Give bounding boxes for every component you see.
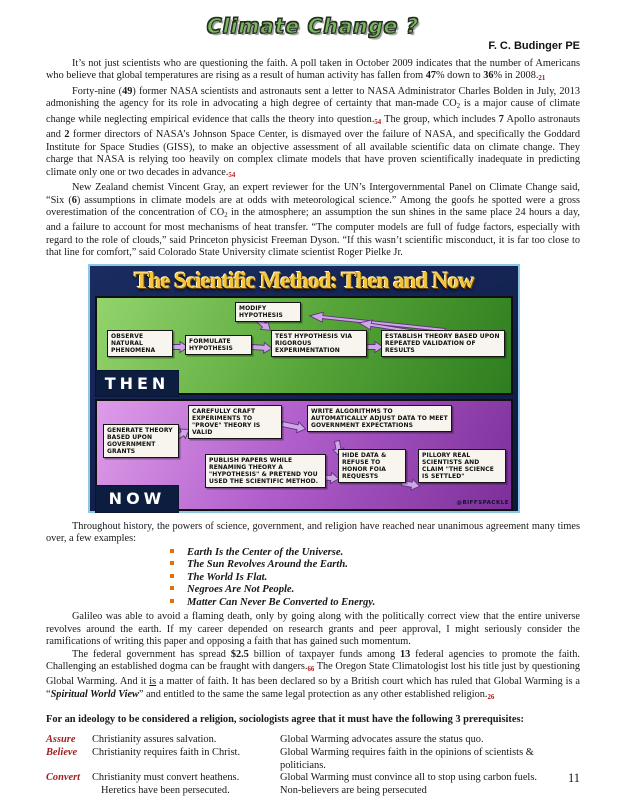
table-row: [46, 785, 580, 798]
scientific-method-comic: [88, 264, 520, 513]
comic-box-carefully-craft: CAREFULLY CRAFT EXPERIMENTS TO "PROVE" THEORY IS VALID: [188, 405, 282, 439]
list-item-text: Negroes Are Not People.: [187, 584, 295, 596]
comic-now-label: NOW: [95, 485, 179, 513]
comic-box-generate-theory: GENERATE THEORY BASED UPON GOVERNMENT GRANTS: [103, 424, 179, 458]
list-item: [170, 559, 580, 572]
bullet-square-icon: [170, 561, 174, 565]
global-warming-cell: Global Warming advocates assure the status quo.: [280, 734, 484, 746]
comic-box-write-algorithms: WRITE ALGORITHMS TO AUTOMATICALLY ADJUST DATA TO MEET GOVERNMENT EXPECTATIONS: [307, 405, 452, 432]
christianity-cell: Heretics have been persecuted.: [101, 785, 230, 797]
table-row: [46, 734, 580, 747]
author-byline: F. C. Budinger PE: [488, 40, 580, 52]
row-label: Convert: [46, 772, 81, 784]
comic-box-observe: OBSERVE NATURAL PHENOMENA: [107, 330, 173, 357]
row-label: Believe: [46, 747, 78, 759]
comic-box-modify-hypothesis: MODIFY HYPOTHESIS: [235, 302, 301, 322]
row-label: Assure: [46, 734, 76, 746]
paragraph-nasa-letter: Forty-nine (49) former NASA scientists and astronauts sent a letter to NASA Administrator Charles Bolden in July, 2013 admonishing the agency for its role in advocating a high degree of certainty that man-made $CO_2$ is a major cause of climate change while neglecting empirical evidence that calls the theory into question.54 The group, which includes 7 Apollo astronauts and 2 former directors of NASA’s Johnson Space Center, is dismayed over the failure of NASA, and specifically the Goddard Institute for Space Studies (GISS), to make an objective assessment of all available scientific data on climate change. They charge that NASA is relying too heavily on complex climate models that have proven scientifically inadequate in predicting climate only one or two decades in advance.54: [46, 85, 580, 179]
list-item: [170, 547, 580, 560]
list-item: [170, 597, 580, 610]
bullet-square-icon: [170, 574, 174, 578]
list-item-text: Earth Is the Center of the Universe.: [187, 546, 344, 558]
christianity-cell: Christianity must convert heathens.: [92, 772, 240, 784]
paragraph-poll: It’s not just scientists who are questioning the faith. A poll taken in October 2009 indicates that the number of Americans who believe that global temperatures are rising as a result of human activity has fallen from 47% down to 36% in 2008.21: [46, 58, 580, 83]
list-item: [170, 572, 580, 585]
prerequisites-heading: For an ideology to be considered a religion, sociologists agree that it must have the following 3 prerequisites:: [46, 714, 524, 726]
paragraph-throughout-history: Throughout history, the powers of science, government, and religion have reached near unanimous agreement many times over, a few examples:: [46, 520, 580, 545]
bullet-square-icon: [170, 599, 174, 603]
prerequisites-table: [46, 734, 580, 798]
page-number: 11: [567, 771, 580, 785]
christianity-cell: Christianity requires faith in Christ.: [92, 747, 241, 759]
comic-credit: @BIFFSPACKLE: [456, 499, 509, 506]
comic-box-publish-papers: PUBLISH PAPERS WHILE RENAMING THEORY A "HYPOTHESIS" & PRETEND YOU USED THE SCIENTIFIC METHOD.: [205, 454, 326, 488]
list-item-text: The World Is Flat.: [187, 571, 268, 583]
global-warming-cell: Non-believers are being persecuted: [280, 785, 427, 797]
paragraph-galileo: Galileo was able to avoid a flaming death, only by going along with the politically correct view that the entire universe revolves around the earth. If my career depended on research grants and peer approval, I might seriously consider the ramifications of writing this paper and opposing a faith that has gained such momentum.: [46, 611, 580, 648]
page-title: Climate Change ?: [207, 14, 419, 38]
comic-box-hide-data: HIDE DATA & REFUSE TO HONOR FOIA REQUESTS: [338, 449, 406, 483]
christianity-cell: Christianity assures salvation.: [92, 734, 217, 746]
table-row: [46, 747, 580, 772]
list-item: [170, 584, 580, 597]
paragraph-federal-funds: The federal government has spread $2.5 billion of taxpayer funds among 13 federal agencies to promote the faith. Challenging an established dogma can be fraught with dangers.66 The Oregon State Climatologist lost his title just by questioning Global Warming. And it is a matter of faith. It has been declared so by a British court which has ruled that Global Warming is a “Spiritual World View” and entitled to the same the same legal protection as any other established religion.26: [46, 648, 580, 701]
bullet-square-icon: [170, 586, 174, 590]
comic-box-establish: ESTABLISH THEORY BASED UPON REPEATED VALIDATION OF RESULTS: [381, 330, 505, 357]
table-row: [46, 772, 580, 785]
bullet-square-icon: [170, 549, 174, 553]
comic-box-pillory: PILLORY REAL SCIENTISTS AND CLAIM "THE SCIENCE IS SETTLED": [418, 449, 506, 483]
comic-box-formulate: FORMULATE HYPOTHESIS: [185, 335, 252, 355]
comic-then-label: THEN: [95, 370, 179, 397]
comic-box-test: TEST HYPOTHESIS VIA RIGOROUS EXPERIMENTATION: [271, 330, 367, 357]
row-label: [46, 785, 92, 798]
comic-title: The Scientific Method: Then and Now: [134, 267, 474, 293]
list-item-text: Matter Can Never Be Converted to Energy.: [187, 596, 376, 608]
paragraph-vincent-gray: New Zealand chemist Vincent Gray, an expert reviewer for the UN’s Intergovernmental Panel on Climate Change said, “Six (6) assumptions in climate models are at odds with meteorological science.” Among the goofs he spotted were a gross overestimation of the concentration of $CO_2$ in the atmosphere; an assumption the sun shines in the same place 24 hours a day, and a failure to account for most mechanisms of heat transfer. “The computer models are full of fudge factors, especially with regard to the role of clouds,” said Princeton physicist Freeman Dyson. “If this wasn’t scientific misconduct, it is far too close to that line for comfort,” said Colorado State University climate scientist Roger Pielke Jr.: [46, 182, 581, 259]
list-item-text: The Sun Revolves Around the Earth.: [187, 559, 348, 571]
global-warming-cell: Global Warming must convince all to stop using carbon fuels.: [280, 772, 537, 784]
global-warming-cell: Global Warming requires faith in the opinions of scientists & politicians.: [280, 747, 534, 771]
historic-claims-list: [170, 547, 580, 610]
